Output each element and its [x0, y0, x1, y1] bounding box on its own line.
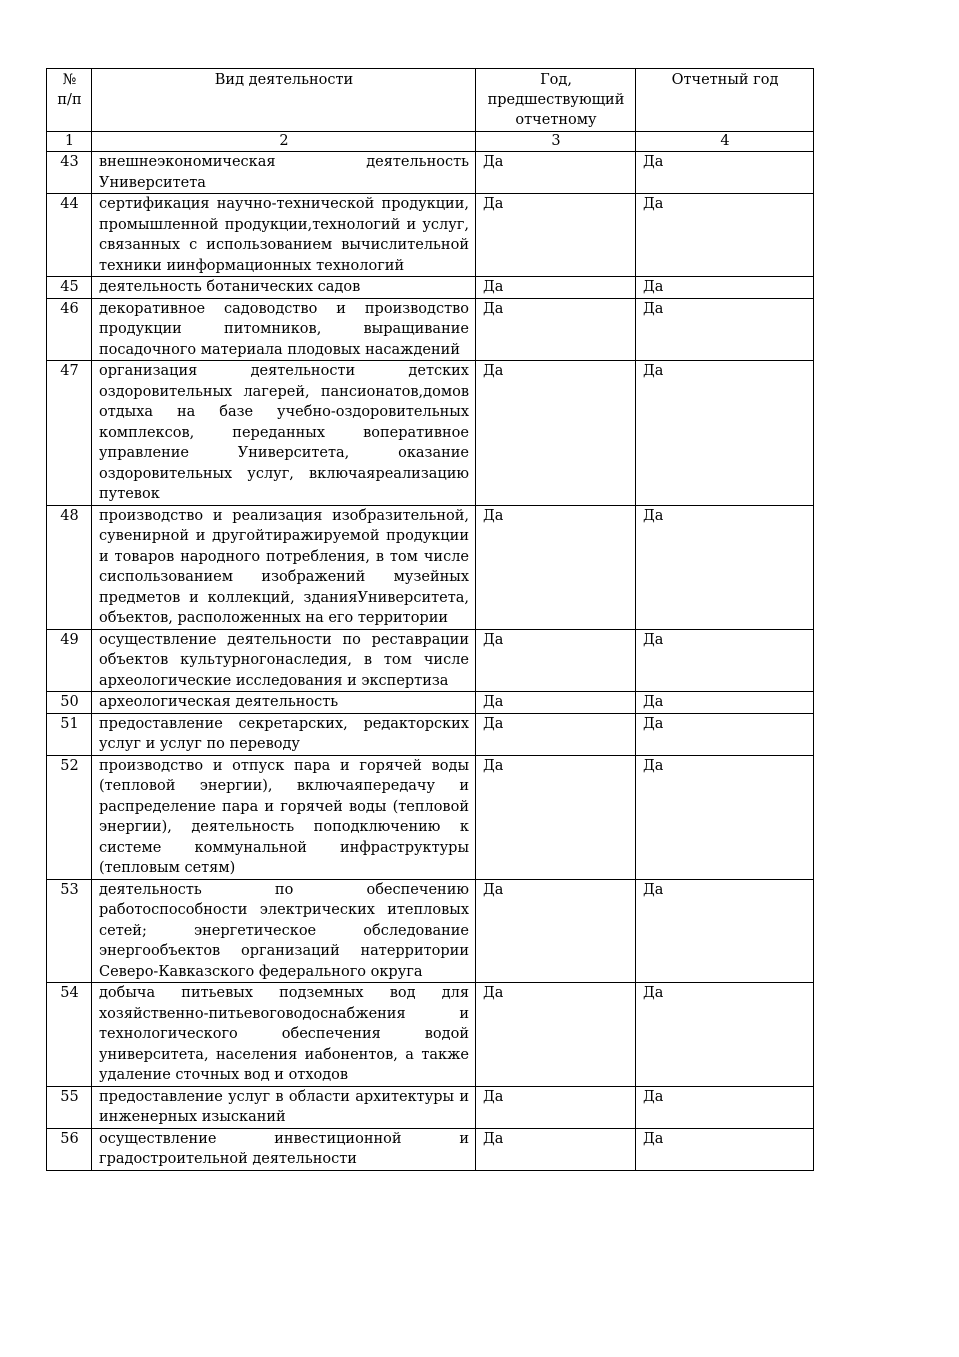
row-number: 49 [47, 629, 92, 692]
row-prev-year: Да [476, 298, 636, 361]
row-activity: предоставление услуг в области архитектуры и инженерных изысканий [92, 1086, 476, 1128]
row-number: 55 [47, 1086, 92, 1128]
header-activity: Вид деятельности [92, 69, 476, 132]
row-report-year: Да [636, 755, 814, 879]
table-row [47, 983, 814, 1087]
table-header-row [47, 69, 814, 132]
row-prev-year: Да [476, 152, 636, 194]
row-prev-year: Да [476, 983, 636, 1087]
row-report-year: Да [636, 983, 814, 1087]
table-row [47, 1128, 814, 1170]
row-activity: деятельность ботанических садов [92, 277, 476, 299]
row-prev-year: Да [476, 879, 636, 983]
row-activity: сертификация научно-технической продукции, промышленной продукции,технологий и услуг, связанных с использованием вычислительной техники иинформационных технологий [92, 194, 476, 277]
activities-table [46, 68, 814, 1171]
row-number: 48 [47, 505, 92, 629]
row-prev-year: Да [476, 629, 636, 692]
table-row [47, 879, 814, 983]
row-activity: производство и отпуск пара и горячей воды (тепловой энергии), включаяпередачу и распределение пара и горячей воды (тепловой энергии), деятельность поподключению к системе коммунальной инфраструктуры (тепловым сетям) [92, 755, 476, 879]
table-row [47, 755, 814, 879]
table-row [47, 277, 814, 299]
row-activity: декоративное садоводство и производство продукции питомников, выращивание посадочного материала плодовых насаждений [92, 298, 476, 361]
row-prev-year: Да [476, 361, 636, 506]
column-number: 3 [476, 132, 636, 152]
header-num: № п/п [47, 69, 92, 132]
row-report-year: Да [636, 277, 814, 299]
row-number: 46 [47, 298, 92, 361]
row-prev-year: Да [476, 713, 636, 755]
row-number: 51 [47, 713, 92, 755]
table-row [47, 298, 814, 361]
row-report-year: Да [636, 194, 814, 277]
row-report-year: Да [636, 505, 814, 629]
row-activity: деятельность по обеспечению работоспособности электрических итепловых сетей; энергетическое обследование энергообъектов организаций натерритории Северо-Кавказского федерального округа [92, 879, 476, 983]
row-activity: археологическая деятельность [92, 692, 476, 714]
row-report-year: Да [636, 713, 814, 755]
row-report-year: Да [636, 629, 814, 692]
header-report-year: Отчетный год [636, 69, 814, 132]
column-number: 4 [636, 132, 814, 152]
row-prev-year: Да [476, 755, 636, 879]
row-activity: предоставление секретарских, редакторских услуг и услуг по переводу [92, 713, 476, 755]
row-number: 47 [47, 361, 92, 506]
row-prev-year: Да [476, 194, 636, 277]
row-report-year: Да [636, 692, 814, 714]
row-prev-year: Да [476, 277, 636, 299]
table-row [47, 713, 814, 755]
row-activity: организация деятельности детских оздоровительных лагерей, пансионатов,домов отдыха на базе учебно-оздоровительных комплексов, переданных вoперативное управление Университета, оказание оздоровительных услуг, включаяреализацию путевок [92, 361, 476, 506]
row-report-year: Да [636, 361, 814, 506]
row-prev-year: Да [476, 692, 636, 714]
table-row [47, 692, 814, 714]
column-number: 2 [92, 132, 476, 152]
row-prev-year: Да [476, 505, 636, 629]
row-activity: осуществление инвестиционной и градостроительной деятельности [92, 1128, 476, 1170]
row-number: 54 [47, 983, 92, 1087]
row-number: 43 [47, 152, 92, 194]
row-report-year: Да [636, 1128, 814, 1170]
table-row [47, 194, 814, 277]
row-report-year: Да [636, 152, 814, 194]
row-number: 45 [47, 277, 92, 299]
row-report-year: Да [636, 1086, 814, 1128]
row-number: 53 [47, 879, 92, 983]
row-report-year: Да [636, 298, 814, 361]
row-prev-year: Да [476, 1128, 636, 1170]
column-number: 1 [47, 132, 92, 152]
column-numbers-row [47, 132, 814, 152]
row-number: 52 [47, 755, 92, 879]
row-report-year: Да [636, 879, 814, 983]
row-number: 50 [47, 692, 92, 714]
table-row [47, 361, 814, 506]
row-activity: осуществление деятельности по реставрации объектов культурногонаследия, в том числе археологические исследования и экспертиза [92, 629, 476, 692]
table-row [47, 505, 814, 629]
table-row [47, 1086, 814, 1128]
row-number: 56 [47, 1128, 92, 1170]
header-prev-year: Год, предшествующий отчетному [476, 69, 636, 132]
row-number: 44 [47, 194, 92, 277]
row-prev-year: Да [476, 1086, 636, 1128]
row-activity: внешнеэкономическая деятельность Университета [92, 152, 476, 194]
row-activity: добыча питьевых подземных вод для хозяйственно-питьевоговодоснабжения и технологического обеспечения водой университета, населения иабонентов, а также удаление сточных вод и отходов [92, 983, 476, 1087]
row-activity: производство и реализация изобразительной, сувенирной и другойтиражируемой продукции и товаров народного потребления, в том числе сиспользованием изображений музейных предметов и коллекций, зданияУниверситета, объектов, расположенных на его территории [92, 505, 476, 629]
table-row [47, 152, 814, 194]
table-row [47, 629, 814, 692]
